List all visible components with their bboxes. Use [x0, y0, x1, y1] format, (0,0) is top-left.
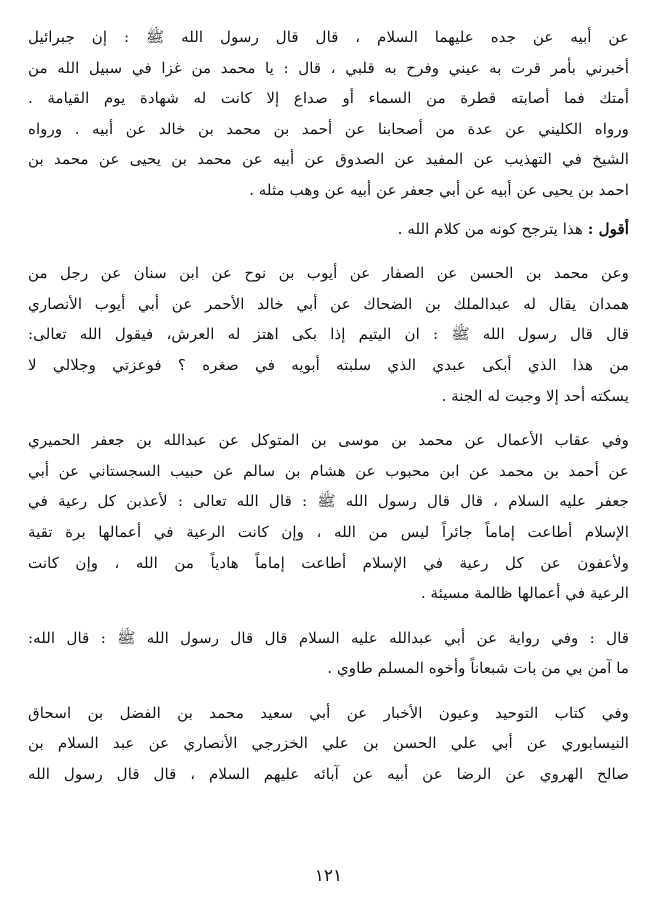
- text-line: قال قال رسول الله ﷺ : ان اليتيم إذا بكى اهتز له العرش، فيقول الله تعالى:: [28, 325, 629, 344]
- paragraph-hadith-yatim: [28, 258, 629, 411]
- text-line: احمد بن يحيى عن أبيه عن أبي جعفر عن أبيه عن وهب مثله .: [249, 180, 629, 199]
- text-line: من هذا الذي أبكى عبدي الذي سلبته أبويه في صغره ؟ فوعزتي وجلالي لا: [28, 355, 629, 374]
- text-line: الشيخ في التهذيب عن المفيد عن الصدوق عن أبيه عن محمد بن يحيى عن محمد بن: [28, 150, 629, 169]
- page-number: ١٢١: [314, 866, 343, 886]
- text-line: [28, 214, 629, 245]
- qawl-text: هذا يترجح كونه من كلام الله .: [397, 219, 583, 238]
- qawl-label: أقول :: [587, 219, 629, 238]
- text-line: ما آمن بي من بات شبعاناً وأخوه المسلم طاوي .: [327, 659, 629, 678]
- text-line: صالح الهروي عن الرضا عن أبيه عن آبائه عليهم السلام ، قال قال رسول الله: [28, 765, 629, 784]
- text-line: قال : وفي رواية عن أبي عبدالله عليه السلام قال قال رسول الله ﷺ : قال الله:: [28, 628, 629, 647]
- paragraph-qawl: [28, 214, 629, 245]
- paragraph-hadith-tawhid: [28, 698, 629, 790]
- text-line: النيسابوري عن أبي علي الحسن بن علي الخزرجي الأنصاري عن عبد السلام بن: [28, 734, 629, 753]
- text-line: وعن محمد بن الحسن عن الصفار عن أيوب بن نوح عن ابن سنان عن رجل من: [28, 264, 629, 283]
- paragraph-hadith-raiyya: [28, 425, 629, 609]
- paragraph-hadith-shabaan: [28, 623, 629, 684]
- text-line: عن أحمد بن محمد عن ابن محبوب عن هشام بن سالم عن حبيب السجستاني عن أبي: [28, 461, 629, 480]
- text-line: ورواه الكليني عن عدة من أصحابنا عن أحمد بن محمد بن خالد عن أبيه . ورواه: [28, 119, 629, 138]
- text-line: وفي كتاب التوحيد وعيون الأخبار عن أبي سعيد محمد بن الفضل بن اسحاق: [28, 703, 629, 722]
- text-line: الرعية في أعمالها ظالمة مسيئة .: [420, 584, 629, 603]
- text-line: أمتك فما أصابته قطرة من السماء أو صداع إلا كانت له شهادة يوم القيامة .: [28, 89, 629, 108]
- text-line: جعفر عليه السلام ، قال قال رسول الله ﷺ : قال الله تعالى : لأعذبن كل رعية في: [28, 492, 629, 511]
- text-line: أخبرني بأمر قرت به عيني وفرح به قلبي ، قال : يا محمد من غزا في سبيل الله من: [28, 58, 629, 77]
- page-body: [28, 22, 629, 790]
- text-line: الإسلام أطاعت إماماً جائراً ليس من الله ، وإن كانت الرعية في أعمالها برة تقية: [28, 522, 629, 541]
- text-line: وفي عقاب الأعمال عن محمد بن موسى بن المتوكل عن عبدالله بن جعفر الحميري: [28, 431, 629, 450]
- text-line: همدان يقال له عبدالملك بن الضحاك عن أبي خالد الأحمر عن أبي أيوب الأنصاري: [28, 294, 629, 313]
- paragraph-hadith-jibril: [28, 22, 629, 206]
- text-line: عن أبيه عن جده عليهما السلام ، قال قال رسول الله ﷺ : إن جبرائيل: [28, 28, 629, 46]
- text-line: ولأعفون عن كل رعية في الإسلام أطاعت إماماً هادياً من الله ، وإن كانت: [28, 553, 629, 572]
- text-line: يسكته أحد إلا وجبت له الجنة .: [441, 386, 629, 405]
